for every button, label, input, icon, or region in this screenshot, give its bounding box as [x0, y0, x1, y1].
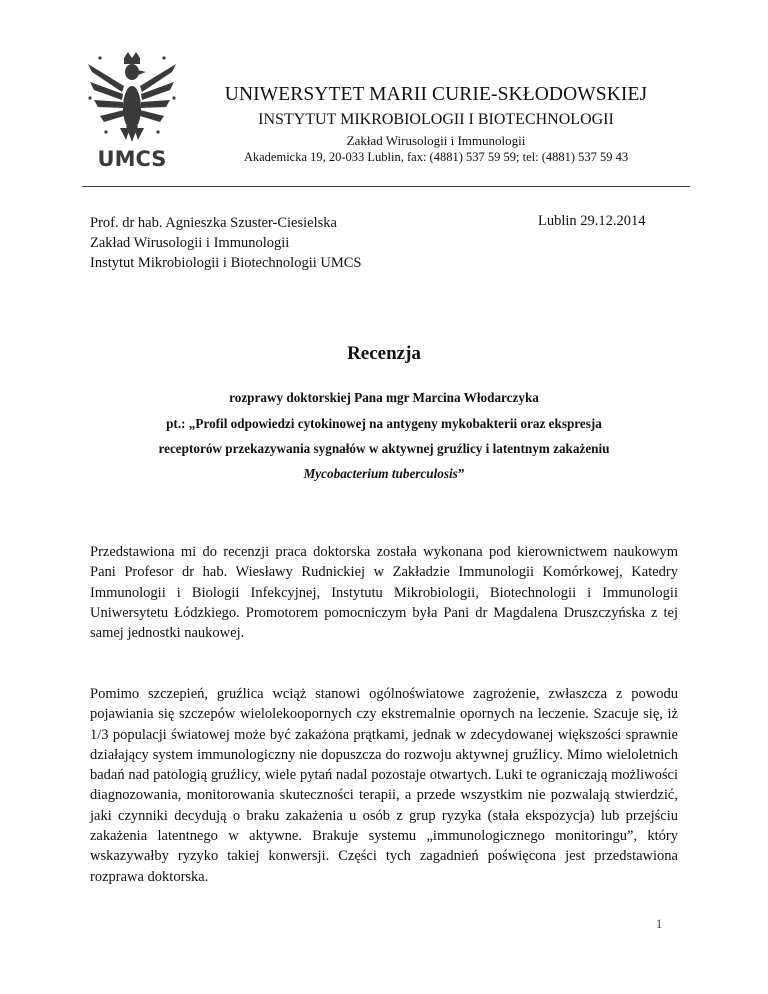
- subtitle-line-3: receptorów przekazywania sygnałów w aktywnej gruźlicy i latentnym zakażeniu: [158, 441, 610, 456]
- page-number: 1: [656, 917, 663, 931]
- paragraph-1: Przedstawiona mi do recenzji praca doktorska została wykonana pod kierownictwem naukowym Pani Profesor dr hab. Wiesławy Rudnickiej w Zakładzie Immunologii Komórkowej, Katedry Immunologii i Biologii Infekcyjnej, Instytutu Mikrobiologii, Biotechnologii i Immunologii Uniwersytetu Łódzkiego. Promotorem pomocniczym była Pani dr Magdalena Druszczyńska z tej samej jednostki naukowej.: [90, 544, 678, 642]
- paragraph-2: Pomimo szczepień, gruźlica wciąż stanowi ogólnoświatowe zagrożenie, zwłaszcza z powodu pojawiania się szczepów wielolekoopornych czy ekstremalnie opornych na leczenie. Szacuje się, iż 1/3 populacji światowej może być zakażona prątkami, jednak w zdecydowanej większości sprawnie działający system immunologiczny nie dopuszcza do rozwoju aktywnej gruźlicy. Mimo wieloletnich badań nad patologią gruźlicy, wiele pytań nadal pozostaje otwartych. Luki te ograniczają możliwości diagnozowania, monitorowania skuteczności terapii, a przede wszystkim nie pozwalają stwierdzić, jaki czynniki decydują o braku zakażenia u osób z grup ryzyka (stała ekspozycja) lub przejściu zakażenia latentnego w aktywne. Brakuje systemu „immunologicznego monitoringu”, który wskazywałby ryzyko takiej konwersji. Części tych zagadnień poświęcona jest przedstawiona rozprawa doktorska.: [90, 686, 678, 885]
- address-line: Akademicka 19, 20-033 Lublin, fax: (4881) 537 59 59; tel: (4881) 537 59 43: [243, 150, 629, 164]
- sender-name: Prof. dr hab. Agnieszka Szuster-Ciesielska: [90, 215, 337, 231]
- subtitle-line-2: pt.: „Profil odpowiedzi cytokinowej na antygeny mykobakterii oraz ekspresja: [166, 416, 602, 431]
- eagle-emblem-icon: [86, 50, 178, 172]
- subtitle-line-4: [90, 466, 678, 482]
- sender-institute: Instytut Mikrobiologii i Biotechnologii UMCS: [90, 255, 362, 271]
- document-title: Recenzja: [347, 343, 421, 364]
- sender-department: Zakład Wirusologii i Immunologii: [90, 235, 290, 251]
- letter-date: Lublin 29.12.2014: [538, 213, 646, 229]
- department-name: Zakład Wirusologii i Immunologii: [346, 133, 526, 148]
- university-name: UNIWERSYTET MARII CURIE-SKŁODOWSKIEJ: [224, 84, 648, 105]
- logo-text: UMCS: [97, 147, 167, 171]
- closing-quote: ”: [457, 466, 465, 481]
- sender-block: [90, 213, 362, 273]
- species-name: Mycobacterium tuberculosis: [303, 466, 458, 481]
- institute-name: INSTYTUT MIKROBIOLOGII I BIOTECHNOLOGII: [258, 111, 614, 128]
- subtitle-line-1: rozprawy doktorskiej Pana mgr Marcina Włodarczyka: [229, 390, 539, 405]
- header-divider: [82, 186, 690, 187]
- umcs-logo: [86, 50, 178, 172]
